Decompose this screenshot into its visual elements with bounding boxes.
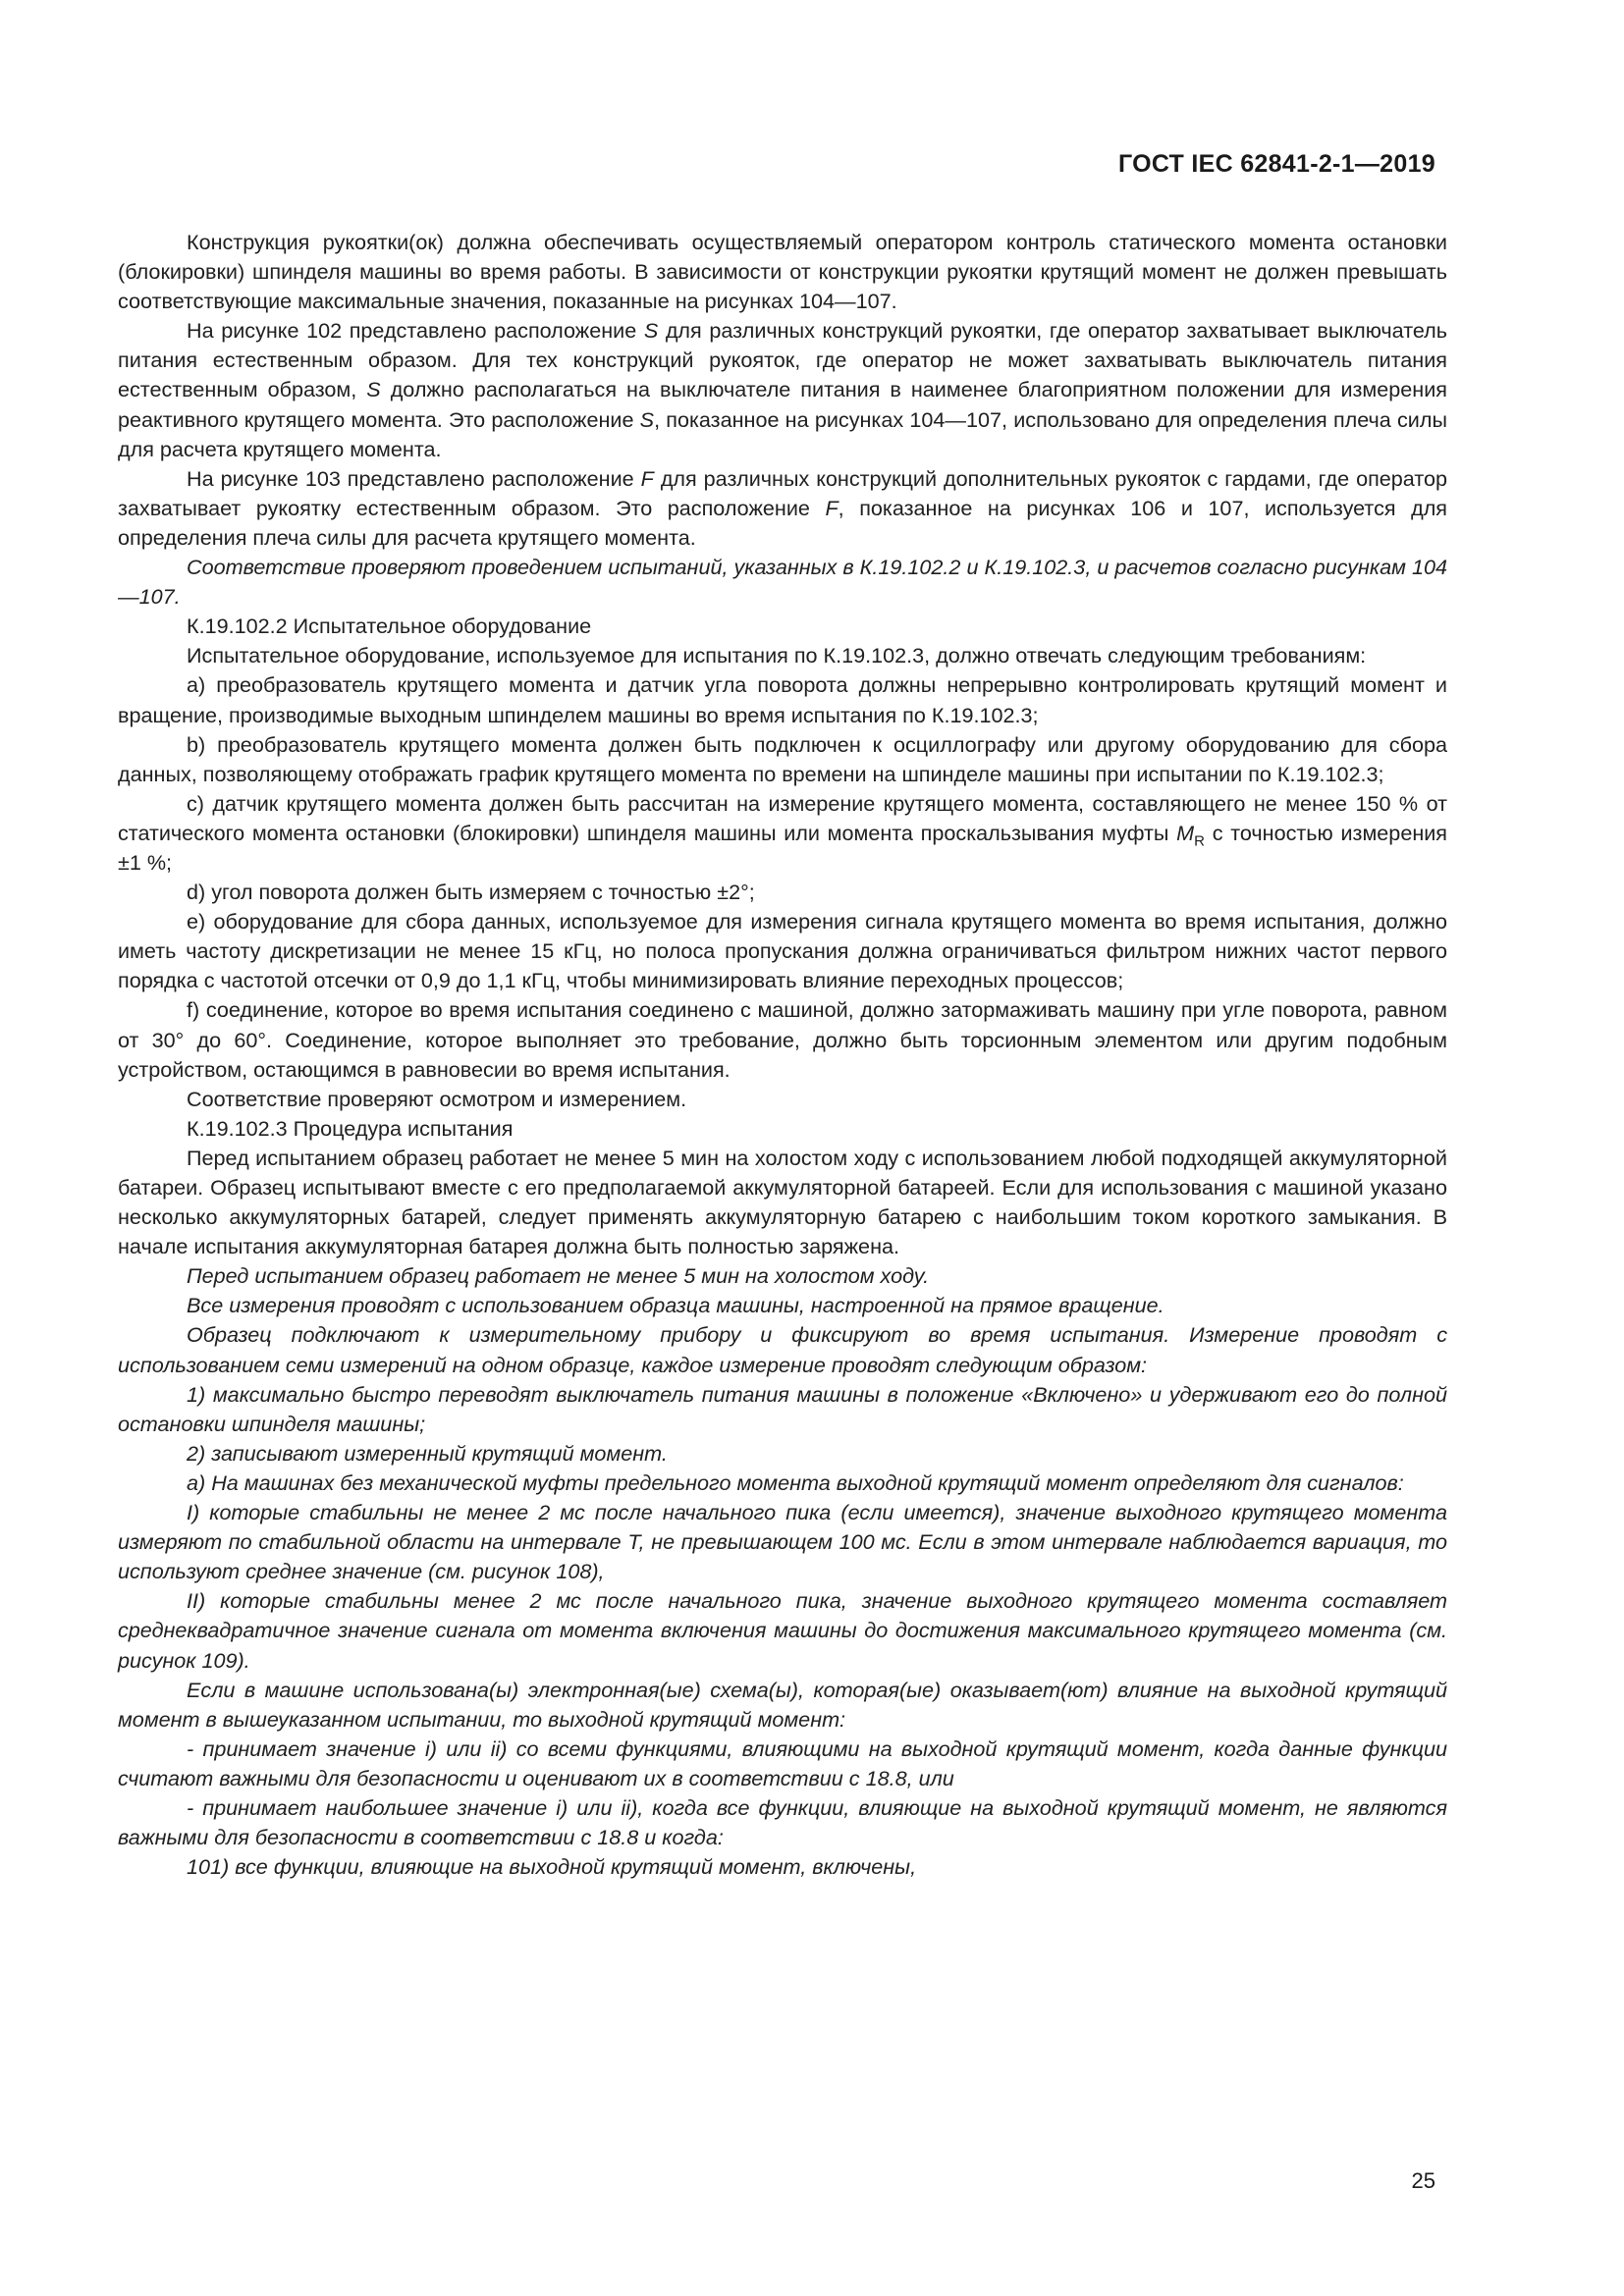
text-run: Все измерения проводят с использованием образца машины, настроенной на прямое вращение.	[187, 1293, 1164, 1318]
page-number: 25	[1411, 2168, 1435, 2193]
paragraph	[118, 228, 1447, 316]
paragraph	[118, 553, 1447, 612]
text-run: 1) максимально быстро переводят выключатель питания машины в положение «Включено» и удерживают его до полной остановки шпинделя машины;	[118, 1381, 1447, 1436]
text-run: Образец подключают к измерительному прибору и фиксируют во время испытания. Измерение проводят с использованием семи измерений на одном образце, каждое измерение проводят следующим образом:	[118, 1322, 1447, 1377]
text-run: c) датчик крутящего момента должен быть рассчитан на измерение крутящего момента, составляющего не менее 150 % от статического момента остановки (блокировки) шпинделя машины или момента проскальзывания муфты	[118, 790, 1447, 845]
body-text	[118, 228, 1447, 1882]
text-run: Если в машине использована(ы) электронная(ые) схема(ы), которая(ые) оказывает(ют) влияние на выходной крутящий момент в вышеуказанном испытании, то выходной крутящий момент:	[118, 1677, 1447, 1732]
text-run: f) соединение, которое во время испытания соединено с машиной, должно затормаживать машину при угле поворота, равном от 30° до 60°. Соединение, которое выполняет это требование, должно быть торсионным элементом или другим подобным устройством, остающимся в равновесии во время испытания.	[118, 997, 1447, 1082]
text-run: с точностью измерения ±1 %;	[118, 820, 1448, 875]
text-run: для различных конструкций рукоятки, где оператор захватывает выключатель питания естественным образом. Для тех конструкций рукояток, где оператор не может захватывать выключатель питания естественным образом,	[118, 318, 1447, 402]
paragraph	[118, 907, 1447, 995]
text-run: К.19.102.3 Процедура испытания	[187, 1115, 514, 1141]
paragraph	[118, 1261, 1447, 1291]
text-run: M	[1176, 820, 1195, 845]
text-run: a) На машинах без механической муфты предельного момента выходной крутящий момент определяют для сигналов:	[187, 1469, 1404, 1495]
text-run: - принимает значение i) или ii) со всеми функциями, влияющими на выходной крутящий момент, когда данные функции считают важными для безопасности и оценивают их в соответствии с 18.8, или	[118, 1735, 1447, 1790]
text-run: для различных конструкций дополнительных рукояток с гардами, где оператор захватывает рукоятку естественным образом. Это расположение	[118, 465, 1448, 520]
text-run: II) которые стабильны менее 2 мс после начального пика, значение выходного крутящего момента составляет среднеквадратичное значение сигнала от момента включения машины до достижения максимального крутящего момента (см. рисунок 109).	[118, 1588, 1447, 1673]
paragraph	[118, 1320, 1447, 1379]
text-run: , показанное на рисунках 106 и 107, используется для определения плеча силы для расчета крутящего момента.	[118, 495, 1448, 550]
text-run: e) оборудование для сбора данных, используемое для измерения сигнала крутящего момента во время испытания, должно иметь частоту дискретизации не менее 15 кГц, но полоса пропускания должна ограничиваться фильтром нижних частот первого порядка с частотой отсечки от 0,9 до 1,1 кГц, чтобы минимизировать влияние переходных процессов;	[118, 909, 1447, 993]
text-run: S	[366, 377, 381, 402]
paragraph	[118, 1380, 1447, 1439]
paragraph	[118, 1144, 1447, 1261]
text-run: должно располагаться на выключателе питания в наименее благоприятном положении для измерения реактивного крутящего момента. Это расположение	[118, 377, 1447, 432]
text-run: d) угол поворота должен быть измеряем с точностью ±2°;	[187, 880, 755, 905]
text-run: F	[825, 495, 839, 520]
paragraph	[118, 1586, 1447, 1675]
text-run: 2) записывают измеренный крутящий момент.	[187, 1440, 668, 1466]
paragraph	[118, 670, 1447, 729]
paragraph	[118, 730, 1447, 789]
section-heading	[118, 612, 1447, 641]
paragraph	[118, 464, 1447, 553]
text-run: b) преобразователь крутящего момента должен быть подключен к осциллографу или другому оборудованию для сбора данных, позволяющему отображать график крутящего момента по времени на шпинделе машины при испытании по К.19.102.3;	[118, 731, 1447, 786]
paragraph	[118, 1793, 1447, 1852]
text-run: S	[643, 318, 659, 344]
text-run: Испытательное оборудование, используемое для испытания по К.19.102.3, должно отвечать следующим требованиям:	[187, 643, 1367, 668]
text-run: Соответствие проверяют проведением испытаний, указанных в К.19.102.2 и К.19.102.3, и расчетов согласно рисункам 104—107.	[118, 555, 1447, 610]
document-number-header: ГОСТ IEC 62841-2-1—2019	[1117, 150, 1435, 178]
section-heading	[118, 1114, 1447, 1144]
text-run: Перед испытанием образец работает не менее 5 мин на холостом ходу.	[187, 1263, 930, 1289]
text-run: К.19.102.2 Испытательное оборудование	[187, 614, 592, 639]
paragraph	[118, 1439, 1447, 1468]
text-run: Конструкция рукоятки(ок) должна обеспечивать осуществляемый оператором контроль статического момента остановки (блокировки) шпинделя машины во время работы. В зависимости от конструкции рукоятки крутящий момент не должен превышать соответствующие максимальные значения, показанные на рисунках 104—107.	[118, 230, 1447, 314]
paragraph	[118, 641, 1447, 670]
paragraph	[118, 1291, 1447, 1320]
text-run: , показанное на рисунках 104—107, использовано для определения плеча силы для расчета крутящего момента.	[118, 406, 1447, 461]
text-run: a) преобразователь крутящего момента и датчик угла поворота должны непрерывно контролировать крутящий момент и вращение, производимые выходным шпинделем машины во время испытания по К.19.102.3;	[118, 672, 1447, 727]
paragraph	[118, 878, 1447, 907]
text-run: 101) все функции, влияющие на выходной крутящий момент, включены,	[187, 1854, 917, 1880]
paragraph	[118, 1085, 1447, 1114]
paragraph	[118, 1735, 1447, 1793]
paragraph	[118, 316, 1447, 463]
text-run: F	[640, 465, 654, 491]
text-run: I) которые стабильны не менее 2 мс после начального пика (если имеется), значение выходного крутящего момента измеряют по стабильной области на интервале T, не превышающем 100 мс. Если в этом интервале наблюдается вариация, то используют среднее значение (см. рисунок 108),	[118, 1500, 1447, 1584]
paragraph	[118, 1498, 1447, 1586]
paragraph	[118, 1468, 1447, 1498]
paragraph	[118, 1676, 1447, 1735]
paragraph	[118, 995, 1447, 1084]
text-run: На рисунке 103 представлено расположение	[187, 465, 641, 491]
text-run: S	[639, 406, 655, 432]
text-run: R	[1194, 832, 1205, 850]
text-run: Соответствие проверяют осмотром и измерением.	[187, 1086, 687, 1111]
paragraph	[118, 1852, 1447, 1882]
text-run: Перед испытанием образец работает не менее 5 мин на холостом ходу с использованием любой подходящей аккумуляторной батареи. Образец испытывают вместе с его предполагаемой аккумуляторной батареей. Если для использования с машиной указано несколько аккумуляторных батарей, следует применять аккумуляторную батарею с наибольшим током короткого замыкания. В начале испытания аккумуляторная батарея должна быть полностью заряжена.	[118, 1145, 1447, 1259]
text-run: - принимает наибольшее значение i) или ii), когда все функции, влияющие на выходной крутящий момент, не являются важными для безопасности в соответствии с 18.8 и когда:	[118, 1794, 1447, 1850]
text-run: На рисунке 102 представлено расположение	[187, 318, 644, 344]
paragraph	[118, 789, 1447, 878]
